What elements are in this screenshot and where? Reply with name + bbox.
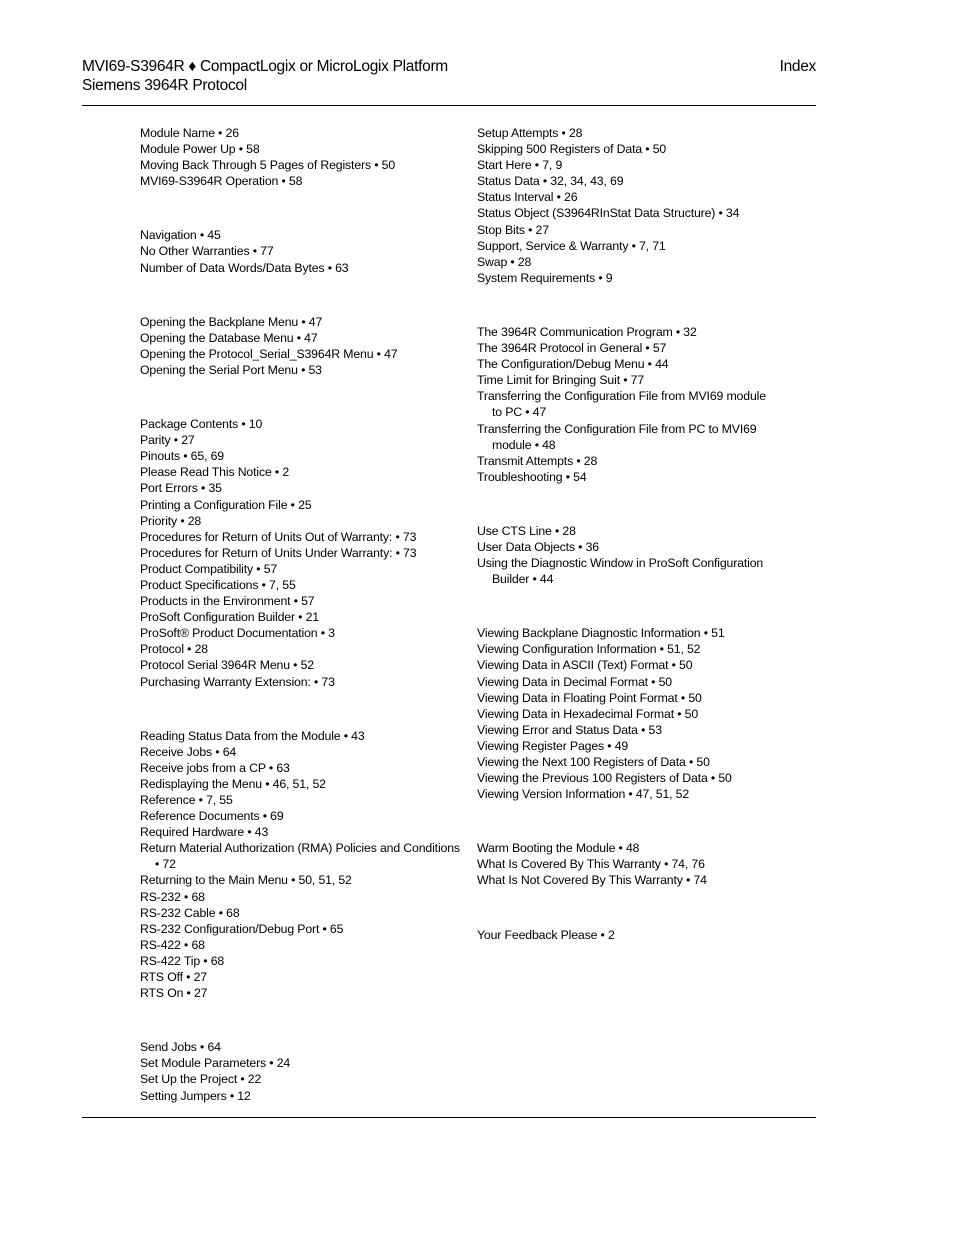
index-entry: Port Errors • 35 [140, 481, 222, 496]
footer-divider [82, 1117, 816, 1118]
index-entry: Reference • 7, 55 [140, 793, 233, 807]
index-entry: Setup Attempts • 28 [477, 126, 583, 140]
index-entry: Package Contents • 10 [140, 417, 263, 432]
index-entry: ProSoft Configuration Builder • 21 [140, 610, 319, 625]
header-divider [82, 105, 816, 106]
index-entry: Transmit Attempts • 28 [477, 453, 598, 468]
index-entry: Viewing Data in Floating Point Format • 50 [477, 690, 702, 705]
index-entry: Viewing the Next 100 Registers of Data • 50 [477, 755, 710, 769]
index-entry: Module Name • 26 [140, 126, 239, 140]
index-entry: Skipping 500 Registers of Data • 50 [477, 142, 667, 157]
index-entry: Products in the Environment • 57 [140, 594, 315, 609]
index-group [140, 314, 460, 378]
index-entry: Required Hardware • 43 [140, 825, 269, 840]
index-entry: Number of Data Words/Data Bytes • 63 [140, 260, 349, 275]
index-entry: Return Material Authorization (RMA) Policies and Conditions • 72 [140, 841, 460, 872]
index-entry: Stop Bits • 27 [477, 222, 549, 237]
index-entry: Start Here • 7, 9 [477, 158, 563, 173]
index-entry: User Data Objects • 36 [477, 539, 599, 554]
index-entry: Product Specifications • 7, 55 [140, 577, 296, 592]
index-entry: Viewing Data in Hexadecimal Format • 50 [477, 706, 699, 721]
index-entry: The 3964R Communication Program • 32 [477, 324, 697, 339]
index-entry: Your Feedback Please • 2 [477, 927, 615, 942]
index-entry: Navigation • 45 [140, 228, 221, 243]
index-entry: What Is Covered By This Warranty • 74, 76 [477, 857, 705, 872]
index-entry: Viewing Error and Status Data • 53 [477, 722, 662, 737]
document-subtitle: Siemens 3964R Protocol [82, 77, 247, 94]
index-group [140, 227, 460, 275]
index-entry: Viewing Version Information • 47, 51, 52 [477, 787, 690, 802]
index-entry: Parity • 27 [140, 433, 195, 448]
index-entry: Reference Documents • 69 [140, 809, 284, 824]
index-entry: No Other Warranties • 77 [140, 244, 274, 259]
index-entry: Use CTS Line • 28 [477, 523, 576, 538]
index-entry: Time Limit for Bringing Suit • 77 [477, 373, 645, 388]
index-group [477, 625, 777, 802]
index-entry: Printing a Configuration File • 25 [140, 497, 312, 512]
index-group [140, 125, 460, 189]
index-entry: Status Object (S3964RInStat Data Structure) • 34 [477, 206, 740, 221]
index-group [140, 416, 460, 690]
index-group [477, 324, 777, 485]
index-entry: Protocol • 28 [140, 642, 208, 657]
index-entry: RS-422 Tip • 68 [140, 953, 225, 968]
index-entry: System Requirements • 9 [477, 270, 613, 285]
section-name: Index [779, 58, 816, 75]
index-entry: The 3964R Protocol in General • 57 [477, 341, 667, 356]
index-entry: Priority • 28 [140, 513, 202, 528]
index-entry: Troubleshooting • 54 [477, 469, 587, 484]
index-entry: Product Compatibility • 57 [140, 561, 278, 576]
index-entry: RS-232 Configuration/Debug Port • 65 [140, 921, 344, 936]
index-group [140, 728, 460, 1002]
index-entry: Receive jobs from a CP • 63 [140, 760, 290, 775]
index-entry: Viewing the Previous 100 Registers of Data • 50 [477, 771, 732, 786]
index-entry: Support, Service & Warranty • 7, 71 [477, 238, 666, 253]
index-entry: Viewing Configuration Information • 51, 52 [477, 642, 701, 657]
index-entry: ProSoft® Product Documentation • 3 [140, 626, 335, 641]
index-entry: Using the Diagnostic Window in ProSoft Configuration Builder • 44 [477, 556, 764, 587]
index-entry: Procedures for Return of Units Under Warranty: • 73 [140, 545, 417, 560]
index-entry: Procedures for Return of Units Out of Warranty: • 73 [140, 529, 417, 544]
index-entry: Transferring the Configuration File from PC to MVI69 module • 48 [477, 421, 757, 452]
index-entry: Send Jobs • 64 [140, 1040, 221, 1055]
index-group [477, 927, 777, 943]
index-entry: Module Power Up • 58 [140, 142, 260, 157]
index-entry: What Is Not Covered By This Warranty • 74 [477, 873, 707, 888]
index-entry: Viewing Data in Decimal Format • 50 [477, 674, 672, 689]
index-entry: Swap • 28 [477, 254, 532, 269]
index-entry: Setting Jumpers • 12 [140, 1088, 251, 1103]
index-entry: RS-422 • 68 [140, 937, 205, 952]
index-entry: Transferring the Configuration File from MVI69 module to PC • 47 [477, 389, 766, 420]
index-entry: Viewing Register Pages • 49 [477, 738, 629, 753]
index-group [477, 523, 777, 587]
index-entry: Opening the Backplane Menu • 47 [140, 314, 323, 329]
index-entry: Redisplaying the Menu • 46, 51, 52 [140, 776, 326, 791]
index-entry: Pinouts • 65, 69 [140, 449, 224, 464]
page-header [82, 57, 816, 95]
index-entry: The Configuration/Debug Menu • 44 [477, 357, 669, 372]
index-entry: RS-232 Cable • 68 [140, 905, 240, 920]
index-entry: Status Interval • 26 [477, 190, 578, 205]
index-entry: Opening the Serial Port Menu • 53 [140, 362, 322, 377]
index-entry: Opening the Database Menu • 47 [140, 330, 318, 345]
index-column-right [477, 125, 777, 981]
index-entry: Viewing Data in ASCII (Text) Format • 50 [477, 658, 693, 673]
index-entry: RTS Off • 27 [140, 970, 207, 985]
index-column-left [140, 125, 460, 1142]
index-entry: Status Data • 32, 34, 43, 69 [477, 174, 624, 189]
index-group [477, 840, 777, 888]
index-entry: Moving Back Through 5 Pages of Registers • 50 [140, 158, 396, 173]
index-entry: Viewing Backplane Diagnostic Information • 51 [477, 626, 725, 641]
index-entry: Reading Status Data from the Module • 43 [140, 728, 365, 743]
index-entry: Warm Booting the Module • 48 [477, 841, 640, 856]
index-group [140, 1039, 460, 1103]
index-entry: Please Read This Notice • 2 [140, 465, 290, 480]
index-entry: Returning to the Main Menu • 50, 51, 52 [140, 873, 352, 888]
index-group [477, 125, 777, 286]
index-entry: Set Up the Project • 22 [140, 1072, 262, 1087]
index-entry: RS-232 • 68 [140, 889, 205, 904]
index-entry: Opening the Protocol_Serial_S3964R Menu • 47 [140, 346, 398, 361]
index-entry: RTS On • 27 [140, 986, 208, 1001]
index-entry: Protocol Serial 3964R Menu • 52 [140, 658, 314, 673]
index-entry: Receive Jobs • 64 [140, 744, 237, 759]
index-entry: Purchasing Warranty Extension: • 73 [140, 674, 335, 689]
index-entry: MVI69-S3964R Operation • 58 [140, 174, 303, 189]
document-title: MVI69-S3964R ♦ CompactLogix or MicroLogix Platform [82, 58, 448, 75]
index-entry: Set Module Parameters • 24 [140, 1056, 291, 1071]
